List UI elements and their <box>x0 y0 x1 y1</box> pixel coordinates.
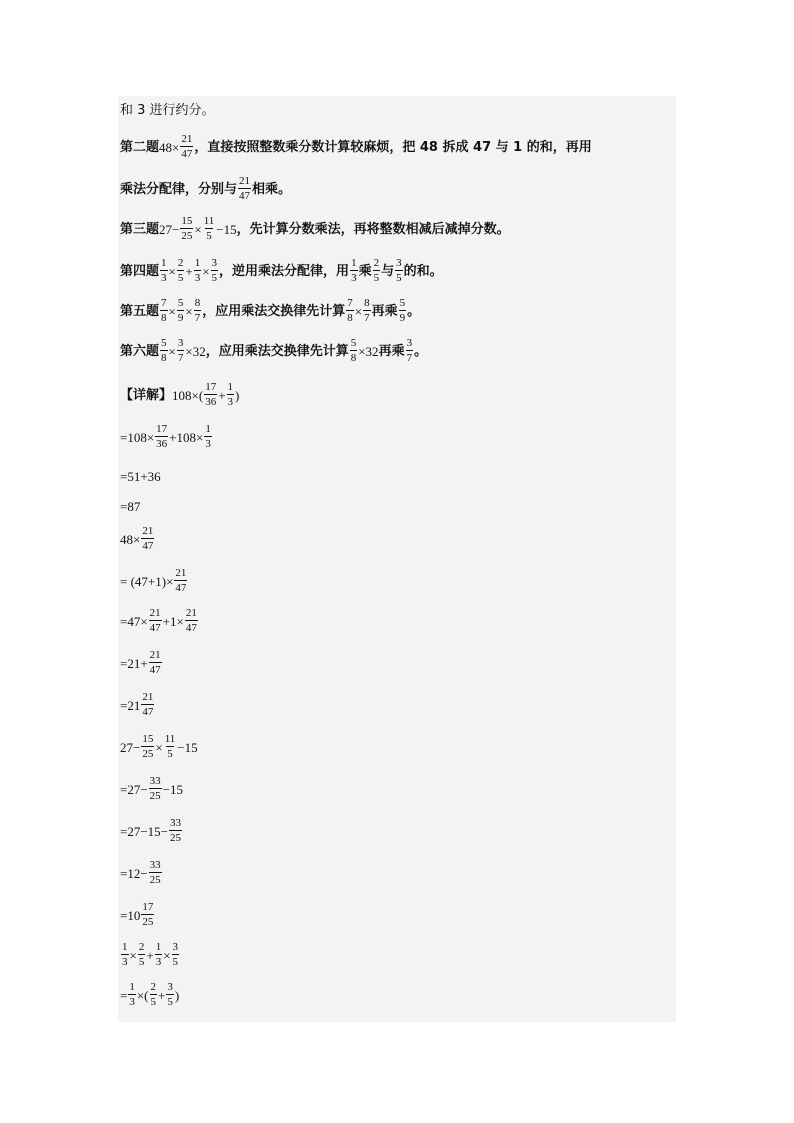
math-term: +1× <box>162 613 184 629</box>
problem-2-explanation-cont <box>120 176 291 202</box>
math-operator: × <box>354 303 363 319</box>
math-operator: ×( <box>136 987 149 1003</box>
math-term: =21 <box>120 697 141 713</box>
fraction: $\frac{21}{47}$ <box>185 607 197 634</box>
fraction: $\frac{3}{5}$ <box>167 981 173 1008</box>
fraction: $\frac{21}{47}$ <box>142 525 154 552</box>
sentence: ，先计算分数乘法，再将整数相减后减掉分数。 <box>236 221 510 237</box>
fraction: $\frac{8}{7}$ <box>364 297 370 324</box>
fraction: $\frac{3}{5}$ <box>211 257 218 284</box>
fraction: $\frac{33}{25}$ <box>170 817 181 844</box>
fraction: $\frac{1}{3}$ <box>194 257 201 284</box>
fraction: $\frac{1}{3}$ <box>205 423 211 450</box>
math-operator: + <box>185 263 193 279</box>
math-term: 48× <box>120 531 141 547</box>
fraction: $\frac{3}{7}$ <box>406 337 413 364</box>
fraction: $\frac{2}{5}$ <box>177 257 184 284</box>
fraction: $\frac{3}{7}$ <box>177 337 184 364</box>
math-operator: × <box>129 947 137 963</box>
math-term: =87 <box>120 499 141 514</box>
fraction: $\frac{17}{36}$ <box>156 423 168 450</box>
math-step <box>120 470 161 483</box>
fraction: $\frac{15}{25}$ <box>181 215 193 242</box>
math-term: ×32 <box>185 343 206 359</box>
fraction: $\frac{33}{25}$ <box>149 775 161 802</box>
sentence: 再乘 <box>378 343 405 359</box>
math-term: −15 <box>216 221 237 237</box>
math-term: 48× <box>159 139 180 155</box>
fraction: $\frac{21}{47}$ <box>142 691 154 718</box>
problem-label: 第六题 <box>120 343 160 359</box>
math-step <box>120 608 199 634</box>
math-operator: × <box>155 739 163 755</box>
math-operator: = <box>120 987 128 1003</box>
sentence: ，直接按照整数乘分数计算较麻烦，把 48 拆成 47 与 1 的和，再用 <box>194 139 592 155</box>
math-term: =108× <box>120 429 155 445</box>
math-term: 108×( <box>172 387 204 403</box>
math-operator: × <box>168 303 176 319</box>
sentence: 相乘。 <box>252 181 292 197</box>
sentence: 再乘 <box>371 303 398 319</box>
math-term: =21+ <box>120 655 148 671</box>
math-operator: + <box>146 947 154 963</box>
problem-label: 第三题 <box>120 221 160 237</box>
math-operator: × <box>168 263 176 279</box>
math-step <box>120 650 163 676</box>
problem-2-explanation <box>120 134 592 160</box>
fraction: $\frac{17}{25}$ <box>142 901 154 928</box>
fraction: $\frac{3}{5}$ <box>396 257 402 284</box>
fraction: $\frac{1}{3}$ <box>351 257 357 284</box>
fraction: $\frac{21}{47}$ <box>149 649 161 676</box>
fraction: $\frac{7}{8}$ <box>347 297 353 324</box>
math-term: =27− <box>120 781 148 797</box>
sentence: 和 3 进行约分。 <box>120 103 215 118</box>
math-step <box>120 860 163 886</box>
fraction: $\frac{1}{3}$ <box>129 981 135 1008</box>
sentence: ，逆用乘法分配律，用 <box>219 263 350 279</box>
fraction: $\frac{2}{5}$ <box>150 981 157 1008</box>
math-operator: × <box>185 303 193 319</box>
fraction: $\frac{8}{7}$ <box>194 297 201 324</box>
text-line-reduce <box>120 104 215 117</box>
fraction: $\frac{3}{5}$ <box>172 941 179 968</box>
fraction: $\frac{2}{5}$ <box>138 941 145 968</box>
math-operator: × <box>163 947 171 963</box>
math-term: =51+36 <box>120 469 161 484</box>
fraction: $\frac{1}{3}$ <box>227 381 234 408</box>
fraction: $\frac{33}{25}$ <box>149 859 161 886</box>
problem-5-explanation <box>120 298 420 324</box>
fraction: $\frac{5}{8}$ <box>350 337 357 364</box>
math-term: =27−15− <box>120 823 168 839</box>
math-term: ×32 <box>358 343 379 359</box>
fraction: $\frac{15}{25}$ <box>142 733 154 760</box>
fraction: $\frac{5}{8}$ <box>161 337 167 364</box>
math-step <box>120 424 213 450</box>
math-operator: + <box>158 987 166 1003</box>
fraction: $\frac{11}{5}$ <box>164 733 176 760</box>
problem-4-explanation <box>120 258 443 284</box>
fraction: $\frac{1}{3}$ <box>161 257 167 284</box>
math-operator: + <box>218 387 226 403</box>
math-step <box>120 902 155 928</box>
sentence: 乘法分配律，分别与 <box>120 181 238 197</box>
math-step <box>120 982 179 1008</box>
math-term: =12− <box>120 865 148 881</box>
fraction: $\frac{21}{47}$ <box>175 567 187 594</box>
fraction: $\frac{21}{47}$ <box>239 175 251 202</box>
fraction: $\frac{17}{36}$ <box>205 381 217 408</box>
fraction: $\frac{21}{47}$ <box>149 607 161 634</box>
problem-label: 第四题 <box>120 263 160 279</box>
math-step <box>120 776 183 802</box>
sentence: 与 <box>381 263 395 279</box>
fraction: $\frac{11}{5}$ <box>203 215 215 242</box>
math-term: −15 <box>162 781 184 797</box>
sentence: 乘 <box>358 263 372 279</box>
solution-label: 【详解】 <box>120 387 173 403</box>
sentence: 。 <box>407 303 421 319</box>
math-operator: × <box>202 263 210 279</box>
fraction: $\frac{7}{8}$ <box>161 297 167 324</box>
math-term: =10 <box>120 907 141 923</box>
math-term: = (47+1)× <box>120 573 174 589</box>
math-step <box>120 818 183 844</box>
fraction: $\frac{1}{3}$ <box>122 941 128 968</box>
math-operator: ) <box>235 387 240 403</box>
sentence: ，应用乘法交换律先计算 <box>202 303 346 319</box>
math-step <box>120 692 155 718</box>
fraction: $\frac{1}{3}$ <box>155 941 162 968</box>
solution-header <box>120 382 239 408</box>
problem-6-explanation <box>120 338 427 364</box>
fraction: $\frac{5}{9}$ <box>177 297 184 324</box>
math-step <box>120 568 188 594</box>
sentence: 。 <box>414 343 428 359</box>
math-step <box>120 734 198 760</box>
math-step <box>120 942 180 968</box>
math-operator: × <box>194 221 202 237</box>
sentence: 的和。 <box>403 263 443 279</box>
problem-label: 第五题 <box>120 303 160 319</box>
problem-label: 第二题 <box>120 139 160 155</box>
math-step <box>120 526 155 552</box>
math-term: −15 <box>177 739 198 755</box>
fraction: $\frac{5}{9}$ <box>399 297 406 324</box>
math-operator: ) <box>174 987 180 1003</box>
fraction: $\frac{21}{47}$ <box>181 133 193 160</box>
math-term: =47× <box>120 613 148 629</box>
fraction: $\frac{2}{5}$ <box>373 257 380 284</box>
math-operator: × <box>168 343 176 359</box>
math-step <box>120 500 140 513</box>
math-term: 27− <box>159 221 180 237</box>
problem-3-explanation <box>120 216 510 242</box>
sentence: ，应用乘法交换律先计算 <box>205 343 349 359</box>
math-term: +108× <box>169 429 204 445</box>
math-term: 27− <box>120 739 141 755</box>
